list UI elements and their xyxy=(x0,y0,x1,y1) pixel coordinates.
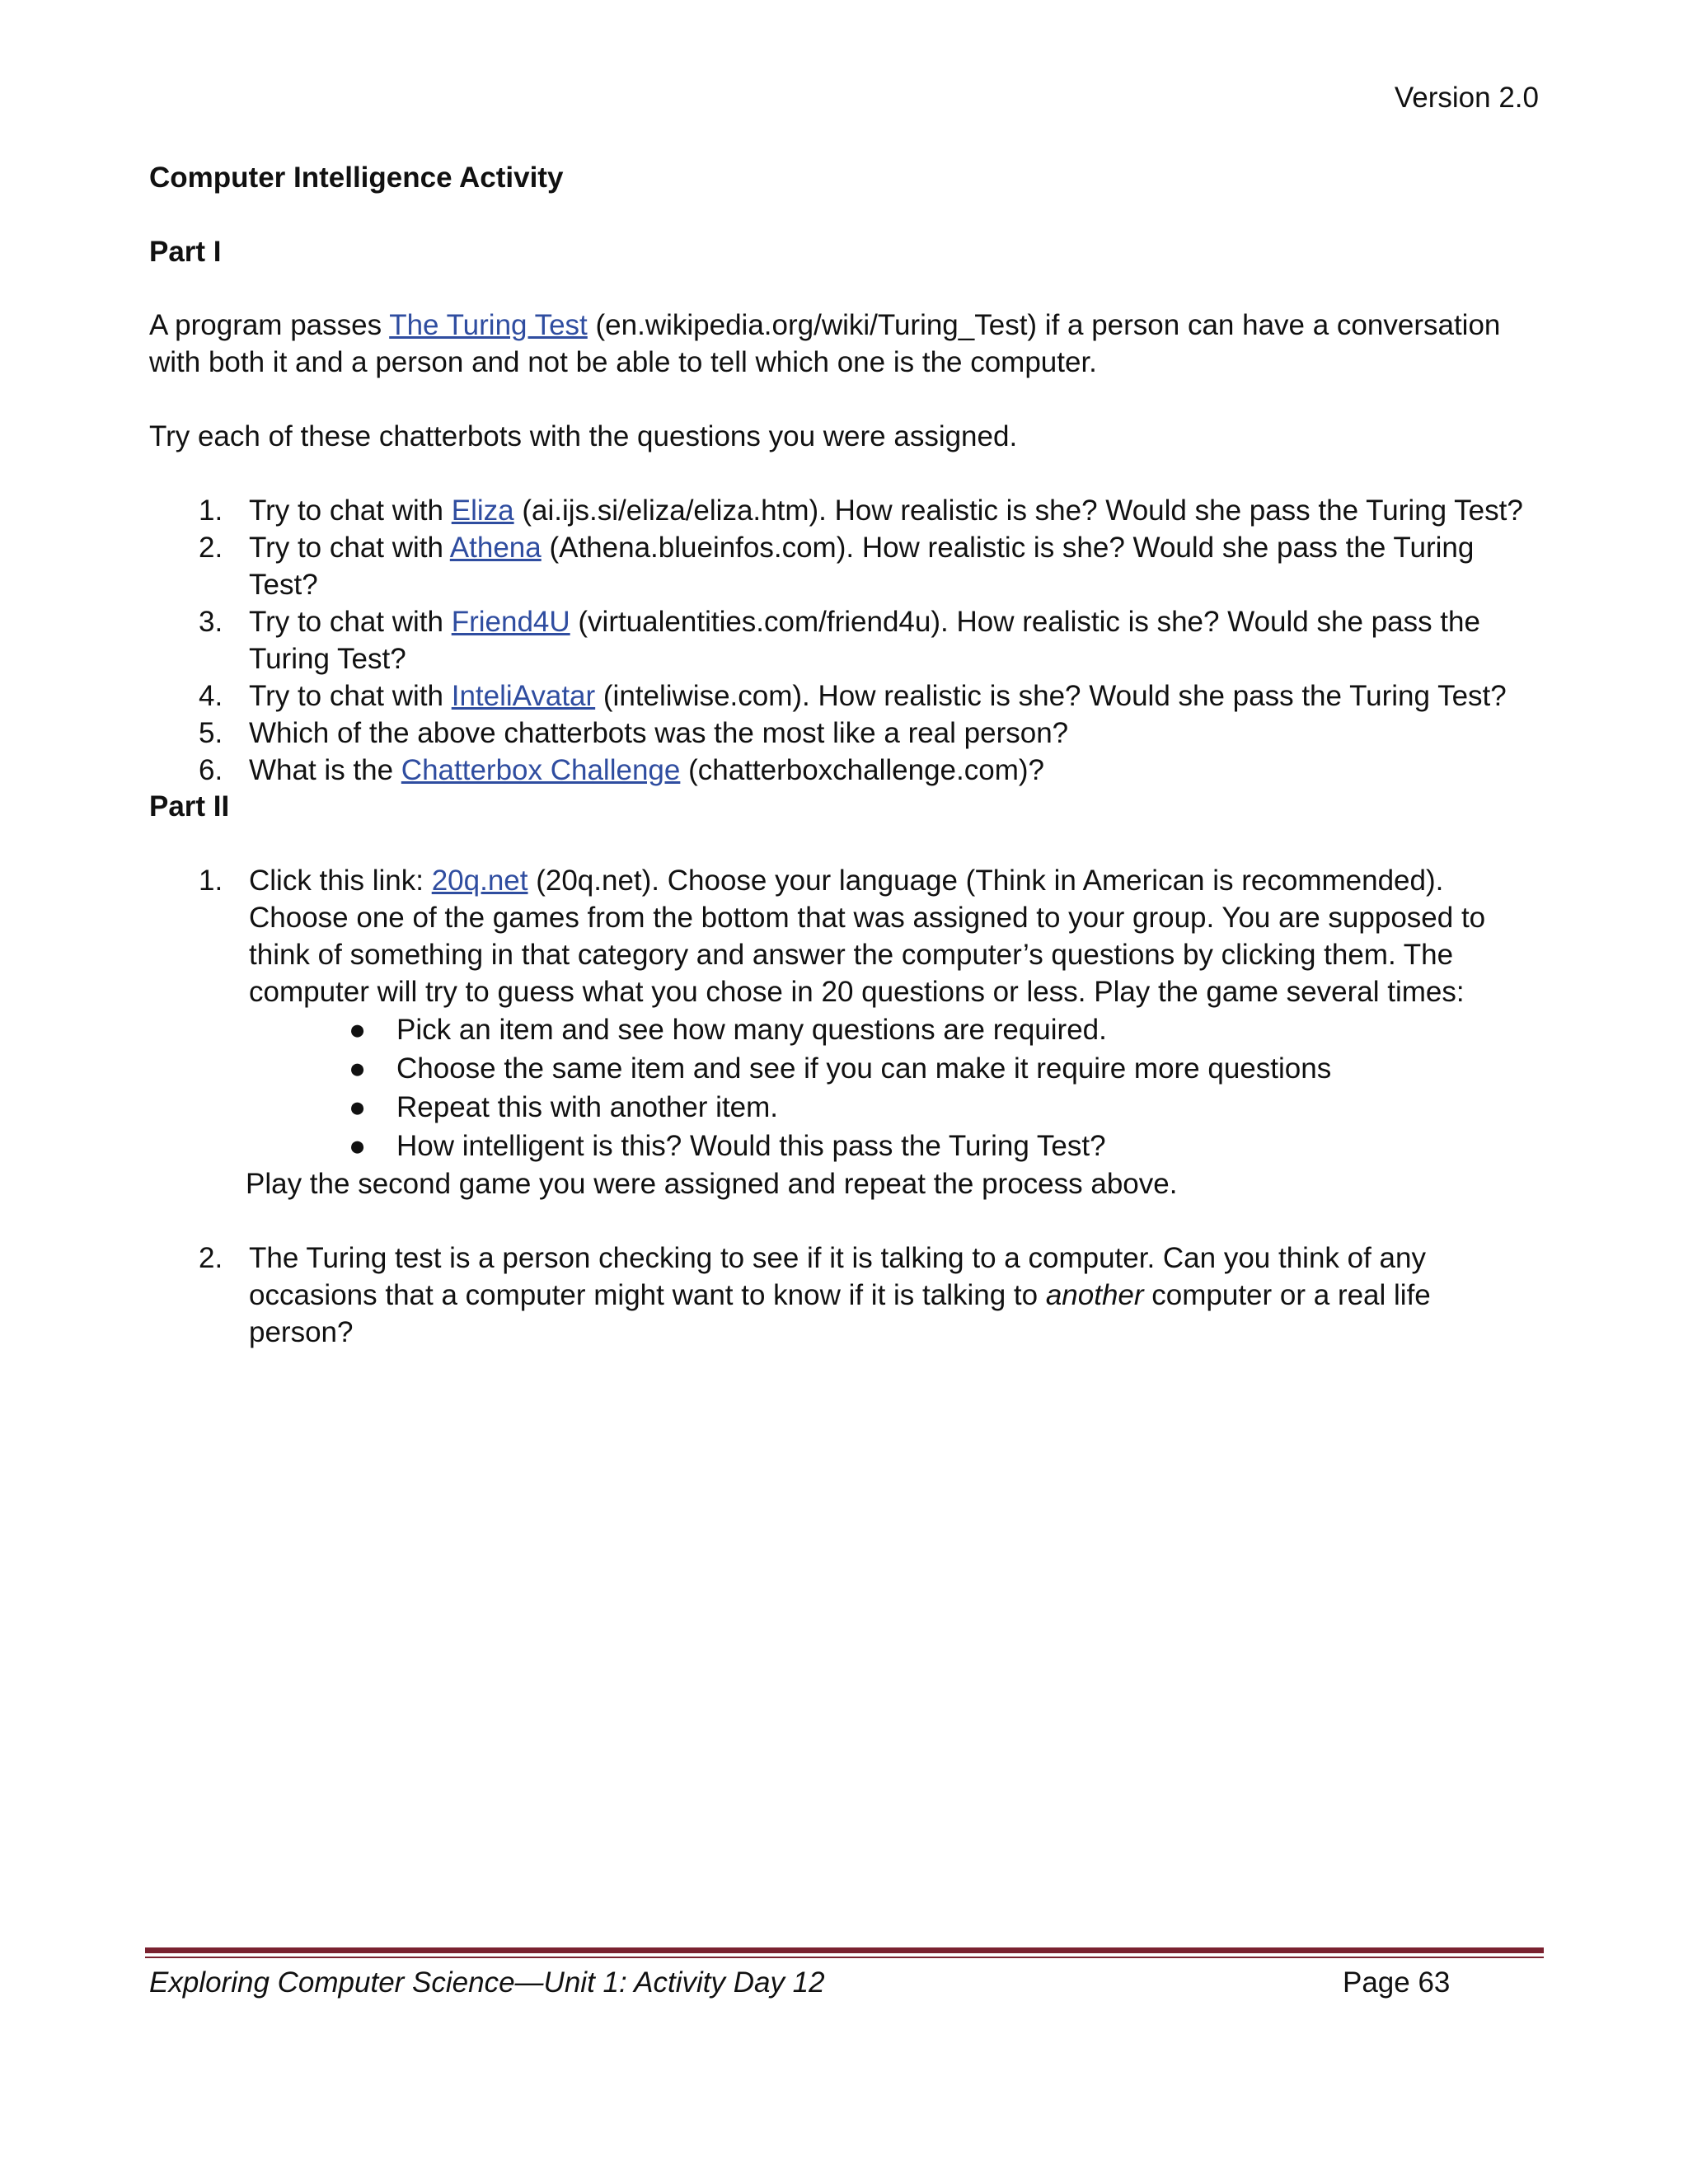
item-text: Try to chat with xyxy=(249,532,450,564)
bullet-item xyxy=(149,1049,1542,1088)
item-number: 1. xyxy=(199,494,223,527)
list-item xyxy=(149,715,1542,752)
item-number: 5. xyxy=(199,717,223,749)
item-text: Try to chat with xyxy=(249,680,452,712)
list-item xyxy=(149,1240,1542,1351)
item-text: Click this link: xyxy=(249,865,432,897)
bullet-icon: ● xyxy=(349,1052,367,1085)
list-item xyxy=(149,677,1542,715)
bullet-item xyxy=(149,1127,1542,1165)
list-item xyxy=(149,752,1542,789)
intro-paragraph xyxy=(149,307,1542,381)
bullet-item xyxy=(149,1088,1542,1127)
item-text: (virtualentities.com/friend4u). How realistic is she? Would she pass the Turing Test? xyxy=(249,606,1480,675)
bullet-icon: ● xyxy=(349,1014,367,1046)
footer-rule-thin xyxy=(145,1957,1544,1958)
athena-link[interactable]: Athena xyxy=(449,532,542,564)
page-number: Page 63 xyxy=(1343,1966,1451,1999)
item-number: 6. xyxy=(199,754,223,786)
item-text: computer or a real life person? xyxy=(249,1279,1431,1348)
20q-link[interactable]: 20q.net xyxy=(431,865,528,897)
bullet-text: Pick an item and see how many questions are required. xyxy=(396,1014,1107,1046)
chatterbot-list xyxy=(149,492,1542,789)
item-number: 2. xyxy=(199,532,223,564)
bullet-text: Repeat this with another item. xyxy=(396,1091,779,1123)
item-number: 4. xyxy=(199,680,223,712)
after-bullets-text: Play the second game you were assigned and repeat the process above. xyxy=(246,1168,1178,1200)
spacer xyxy=(149,1202,1542,1240)
part1-heading: Part I xyxy=(149,236,222,268)
item-text: (20q.net). Choose your language (Think in American is recommended). Choose one of the games from the bottom that was assigned to your group. You are supposed to think of something in that category and answer the computer’s questions by clicking them. The computer will try to guess what you chose in 20 questions or less. Play the game several times: xyxy=(249,865,1486,1008)
list-item xyxy=(149,603,1542,677)
item-text: Try to chat with xyxy=(249,494,452,527)
bullet-list xyxy=(149,1010,1542,1165)
item-text: Try to chat with xyxy=(249,606,452,638)
intro-text-before: A program passes xyxy=(149,309,390,341)
bullet-icon: ● xyxy=(349,1130,367,1162)
bullet-text: How intelligent is this? Would this pass the Turing Test? xyxy=(396,1130,1106,1162)
page-title: Computer Intelligence Activity xyxy=(149,162,564,194)
item-number: 3. xyxy=(199,606,223,638)
emphasis-text: another xyxy=(1045,1279,1144,1311)
bullet-icon: ● xyxy=(349,1091,367,1123)
footer-rule-thick xyxy=(145,1947,1544,1953)
eliza-link[interactable]: Eliza xyxy=(451,494,514,527)
bullet-item xyxy=(149,1010,1542,1049)
version-label: Version 2.0 xyxy=(1394,82,1539,114)
bullet-text: Choose the same item and see if you can make it require more questions xyxy=(396,1052,1332,1085)
item-text: Which of the above chatterbots was the most like a real person? xyxy=(249,717,1069,749)
item-text: (Athena.blueinfos.com). How realistic is she? Would she pass the Turing Test? xyxy=(249,532,1475,601)
intro-text-after: (en.wikipedia.org/wiki/Turing_Test) if a person can have a conversation with both it and a person and not be able to tell which one is the computer. xyxy=(149,309,1501,378)
list-item xyxy=(149,862,1542,1010)
chatterbox-challenge-link[interactable]: Chatterbox Challenge xyxy=(401,754,681,786)
turing-test-link[interactable]: The Turing Test xyxy=(389,309,588,341)
part2-list xyxy=(149,862,1542,1351)
item-text: (inteliwise.com). How realistic is she? Would she pass the Turing Test? xyxy=(595,680,1507,712)
inteliavatar-link[interactable]: InteliAvatar xyxy=(451,680,596,712)
footer-title: Exploring Computer Science—Unit 1: Activity Day 12 xyxy=(149,1966,825,1999)
instruction-text: Try each of these chatterbots with the questions you were assigned. xyxy=(149,420,1018,452)
list-item xyxy=(149,492,1542,529)
item-text: The Turing test is a person checking to see if it is talking to a computer. Can you think of any occasions that a computer might want to know if it is talking to xyxy=(249,1242,1426,1311)
item-number: 1. xyxy=(199,865,223,897)
item-number: 2. xyxy=(199,1242,223,1274)
list-item xyxy=(149,529,1542,603)
item-text: What is the xyxy=(249,754,401,786)
friend4u-link[interactable]: Friend4U xyxy=(451,606,570,638)
part2-heading: Part II xyxy=(149,790,230,823)
item-text: (chatterboxchallenge.com)? xyxy=(680,754,1044,786)
item-text: (ai.ijs.si/eliza/eliza.htm). How realistic is she? Would she pass the Turing Test? xyxy=(513,494,1523,527)
